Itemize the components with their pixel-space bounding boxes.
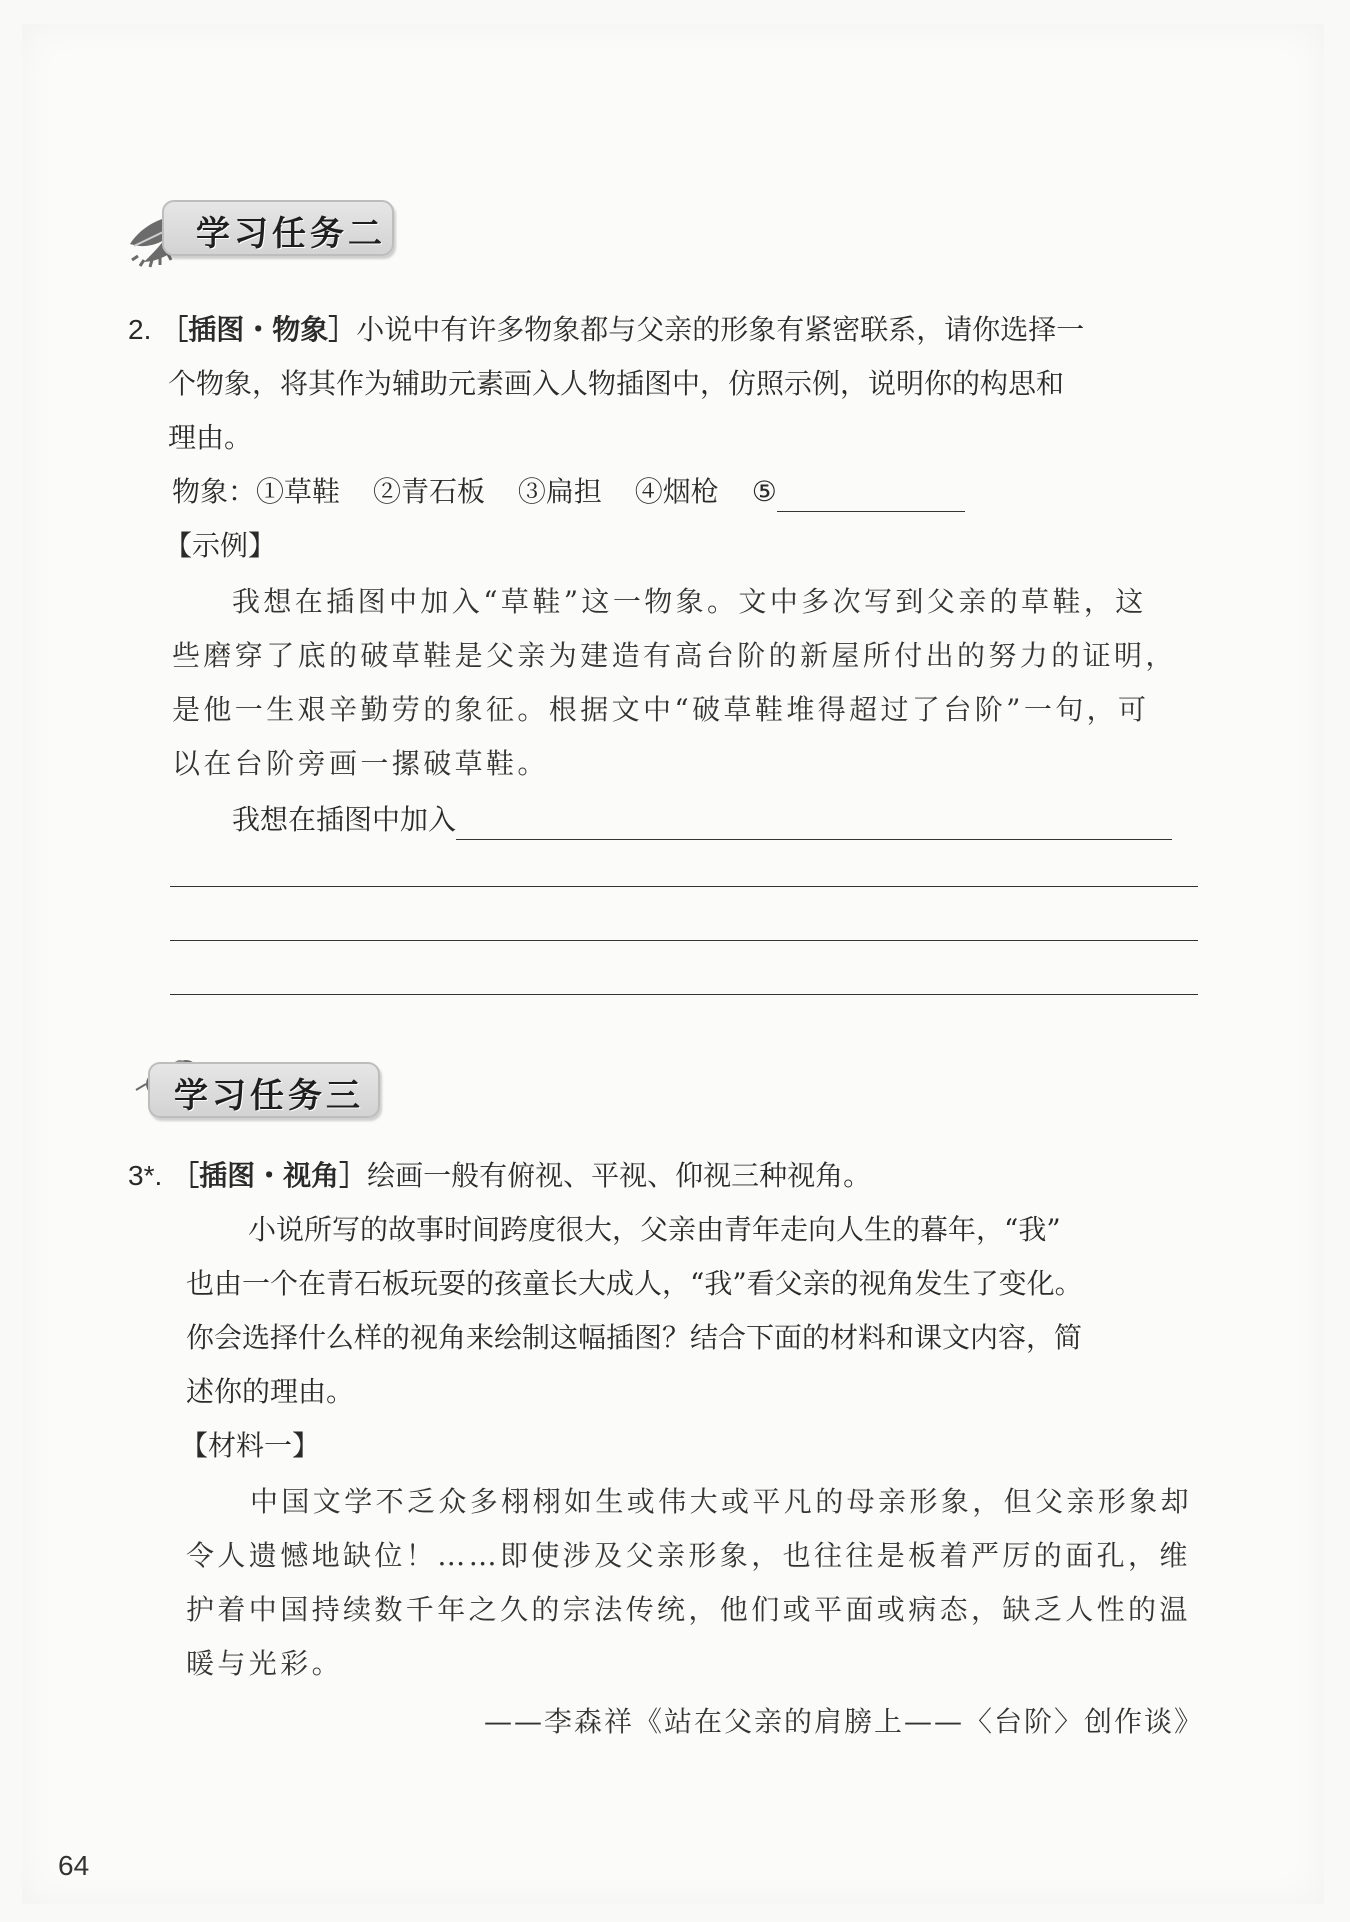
object-5: ⑤ (751, 475, 777, 508)
task3-header (122, 1054, 392, 1116)
q3-body-line3: 你会选择什么样的视角来绘制这幅插图？结合下面的材料和课文内容，简 (186, 1321, 1083, 1354)
q3-body-line2: 也由一个在青石板玩耍的孩童长大成人，“我”看父亲的视角发生了变化。 (186, 1267, 1083, 1300)
object-1: ①草鞋 (256, 475, 341, 508)
q3-tag: ［插图・视角］ (171, 1159, 368, 1192)
answer-blank-4[interactable] (170, 994, 1198, 995)
object-3: ③扁担 (517, 475, 602, 508)
object-2: ②青石板 (372, 475, 485, 508)
page-number: 64 (58, 1850, 90, 1881)
q2-number: 2. (128, 314, 152, 345)
task2-title: 学习任务二 (196, 214, 386, 254)
q3-body-line4: 述你的理由。 (186, 1375, 355, 1408)
answer-prefix: 我想在插图中加入 (232, 803, 457, 836)
example-line1: 我想在插图中加入“草鞋”这一物象。文中多次写到父亲的草鞋，这 (232, 585, 1147, 618)
q2-tag: ［插图・物象］ (160, 313, 357, 346)
material-line4: 暖与光彩。 (186, 1647, 344, 1680)
q2-prompt-line1 (128, 310, 1084, 350)
q3-body-line1: 小说所写的故事时间跨度很大，父亲由青年走向人生的暮年，“我” (248, 1213, 1061, 1246)
objects-label: 物象： (172, 475, 257, 508)
answer-blank-3[interactable] (170, 940, 1198, 941)
example-line3: 是他一生艰辛勤劳的象征。根据文中“破草鞋堆得超过了台阶”一句，可 (172, 693, 1150, 726)
material-line1: 中国文学不乏众多栩栩如生或伟大或平凡的母亲形象，但父亲形象却 (250, 1485, 1193, 1518)
q2-prompt-line3: 理由。 (168, 421, 253, 454)
answer-blank-1[interactable] (456, 805, 1172, 840)
example-line2: 些磨穿了底的破草鞋是父亲为建造有高台阶的新屋所付出的努力的证明， (172, 639, 1177, 672)
answer-line1 (232, 800, 1172, 840)
q2-prompt-line2: 个物象，将其作为辅助元素画入人物插图中，仿照示例，说明你的构思和 (168, 367, 1065, 400)
q3-prompt-text1: 绘画一般有俯视、平视、仰视三种视角。 (367, 1159, 872, 1192)
material-citation: ——李森祥《站在父亲的肩膀上——〈台阶〉创作谈》 (483, 1705, 1204, 1738)
example-line4: 以在台阶旁画一摞破草鞋。 (172, 747, 549, 780)
example-label: 【示例】 (164, 529, 277, 562)
q3-prompt-line1 (128, 1156, 871, 1196)
material-label: 【材料一】 (180, 1429, 321, 1462)
q3-number: 3*. (128, 1160, 163, 1191)
object-4: ④烟枪 (634, 475, 719, 508)
material-line2: 令人遗憾地缺位！……即使涉及父亲形象，也往往是板着严厉的面孔，维 (186, 1539, 1191, 1572)
task3-title: 学习任务三 (174, 1076, 364, 1116)
task2-header (122, 200, 392, 258)
q2-objects-row (172, 472, 965, 512)
object-5-blank[interactable] (777, 477, 965, 512)
material-line3: 护着中国持续数千年之久的宗法传统，他们或平面或病态，缺乏人性的温 (186, 1593, 1191, 1626)
q2-prompt-text1: 小说中有许多物象都与父亲的形象有紧密联系，请你选择一 (356, 313, 1085, 346)
answer-blank-2[interactable] (170, 886, 1198, 887)
